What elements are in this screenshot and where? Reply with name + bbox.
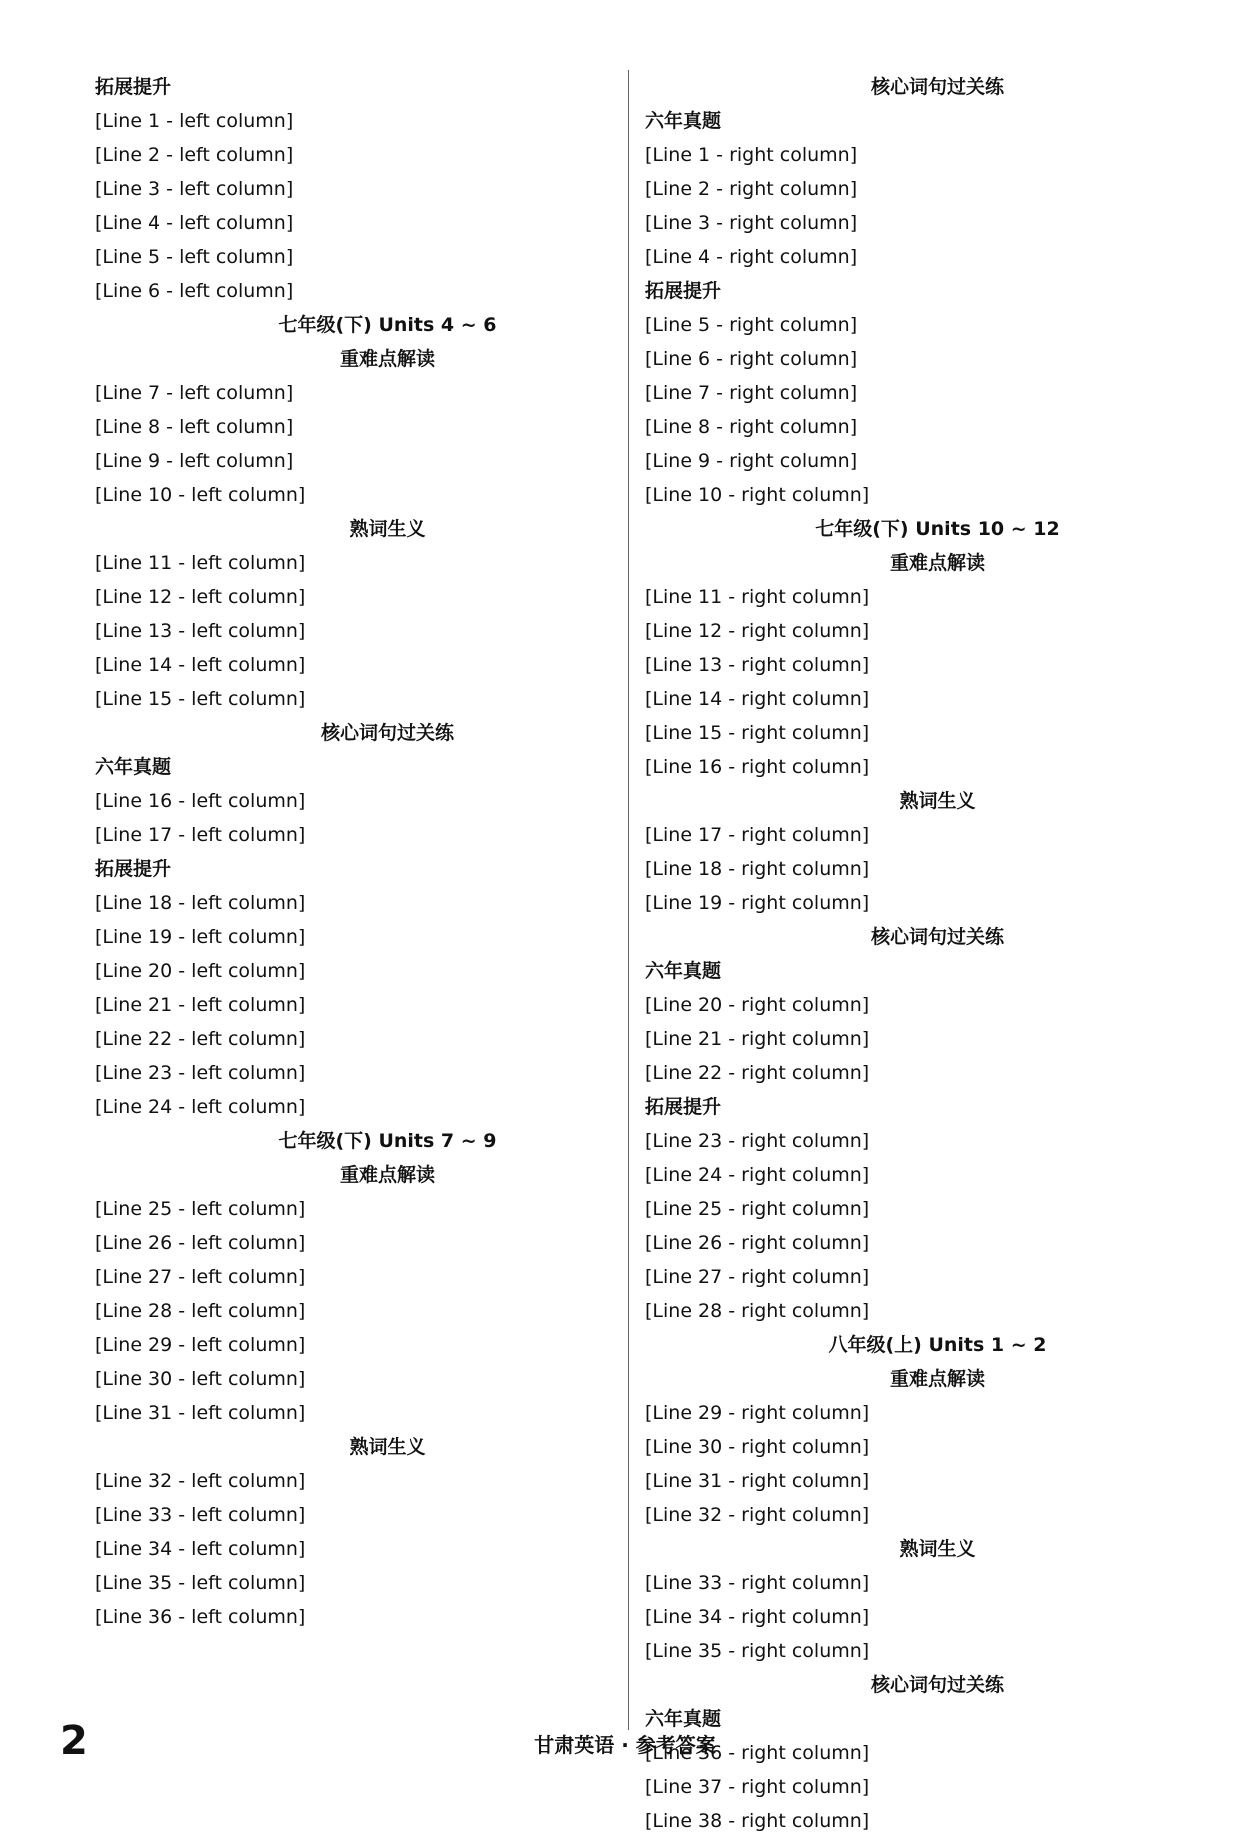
subsection-label: 六年真题 bbox=[95, 756, 172, 778]
answer-line: [Line 17 - left column] bbox=[95, 824, 306, 846]
answer-line: [Line 16 - left column] bbox=[95, 790, 306, 812]
answer-line: [Line 2 - right column] bbox=[645, 178, 858, 200]
answer-line: [Line 1 - left column] bbox=[95, 110, 294, 132]
answer-line: [Line 35 - right column] bbox=[645, 1640, 870, 1662]
answer-line: [Line 27 - right column] bbox=[645, 1266, 870, 1288]
answer-line: [Line 30 - right column] bbox=[645, 1436, 870, 1458]
answer-line: [Line 29 - left column] bbox=[95, 1334, 306, 1356]
answer-line: [Line 19 - right column] bbox=[645, 892, 870, 914]
answer-line: [Line 14 - left column] bbox=[95, 654, 306, 676]
answer-line: [Line 10 - right column] bbox=[645, 484, 870, 506]
answer-line: [Line 25 - left column] bbox=[95, 1198, 306, 1220]
answer-line: [Line 26 - right column] bbox=[645, 1232, 870, 1254]
answer-line: [Line 24 - right column] bbox=[645, 1164, 870, 1186]
section-heading: 七年级(下) Units 4 ~ 6 bbox=[278, 314, 497, 336]
answer-line: [Line 15 - right column] bbox=[645, 722, 870, 744]
answer-line: [Line 31 - left column] bbox=[95, 1402, 306, 1424]
section-heading: 熟词生义 bbox=[349, 1436, 426, 1458]
answer-line: [Line 26 - left column] bbox=[95, 1232, 306, 1254]
answer-line: [Line 37 - right column] bbox=[645, 1776, 870, 1798]
answer-line: [Line 18 - right column] bbox=[645, 858, 870, 880]
answer-line: [Line 3 - left column] bbox=[95, 178, 294, 200]
footer-subject: 甘肃英语 · 参考答案 bbox=[534, 1733, 716, 1757]
answer-line: [Line 29 - right column] bbox=[645, 1402, 870, 1424]
answer-line: [Line 8 - left column] bbox=[95, 416, 294, 438]
answer-line: [Line 12 - right column] bbox=[645, 620, 870, 642]
subsection-label: 六年真题 bbox=[645, 1708, 722, 1730]
answer-line: [Line 33 - left column] bbox=[95, 1504, 306, 1526]
section-heading: 重难点解读 bbox=[339, 348, 435, 370]
answer-line: [Line 38 - right column] bbox=[645, 1810, 870, 1832]
answer-line: [Line 22 - right column] bbox=[645, 1062, 870, 1084]
answer-line: [Line 6 - left column] bbox=[95, 280, 294, 302]
answer-line: [Line 36 - left column] bbox=[95, 1606, 306, 1628]
answer-line: [Line 31 - right column] bbox=[645, 1470, 870, 1492]
answer-line: [Line 20 - left column] bbox=[95, 960, 306, 982]
answer-line: [Line 18 - left column] bbox=[95, 892, 306, 914]
section-heading: 七年级(下) Units 10 ~ 12 bbox=[815, 518, 1060, 540]
answer-line: [Line 28 - right column] bbox=[645, 1300, 870, 1322]
answer-line: [Line 15 - left column] bbox=[95, 688, 306, 710]
answer-line: [Line 3 - right column] bbox=[645, 212, 858, 234]
answer-line: [Line 11 - right column] bbox=[645, 586, 870, 608]
answer-line: [Line 16 - right column] bbox=[645, 756, 870, 778]
section-heading: 核心词句过关练 bbox=[870, 76, 1004, 98]
section-heading: 核心词句过关练 bbox=[320, 722, 454, 744]
answer-line: [Line 10 - left column] bbox=[95, 484, 306, 506]
answer-line: [Line 13 - left column] bbox=[95, 620, 306, 642]
subsection-label: 拓展提升 bbox=[645, 1096, 722, 1118]
subsection-label: 六年真题 bbox=[645, 110, 722, 132]
answer-line: [Line 32 - left column] bbox=[95, 1470, 306, 1492]
answer-line: [Line 27 - left column] bbox=[95, 1266, 306, 1288]
section-heading: 重难点解读 bbox=[339, 1164, 435, 1186]
section-heading: 熟词生义 bbox=[349, 518, 426, 540]
answer-line: [Line 13 - right column] bbox=[645, 654, 870, 676]
answer-line: [Line 8 - right column] bbox=[645, 416, 858, 438]
subsection-label: 拓展提升 bbox=[645, 280, 722, 302]
answer-line: [Line 17 - right column] bbox=[645, 824, 870, 846]
right-column bbox=[645, 70, 1230, 1838]
answer-line: [Line 4 - left column] bbox=[95, 212, 294, 234]
left-column bbox=[95, 70, 680, 1634]
answer-line: [Line 12 - left column] bbox=[95, 586, 306, 608]
answer-line: [Line 30 - left column] bbox=[95, 1368, 306, 1390]
section-heading: 熟词生义 bbox=[899, 1538, 976, 1560]
answer-line: [Line 11 - left column] bbox=[95, 552, 306, 574]
answer-line: [Line 2 - left column] bbox=[95, 144, 294, 166]
answer-line: [Line 22 - left column] bbox=[95, 1028, 306, 1050]
answer-line: [Line 5 - left column] bbox=[95, 246, 294, 268]
answer-line: [Line 9 - right column] bbox=[645, 450, 858, 472]
section-heading: 核心词句过关练 bbox=[870, 926, 1004, 948]
answer-line: [Line 35 - left column] bbox=[95, 1572, 306, 1594]
subsection-label: 拓展提升 bbox=[95, 858, 172, 880]
answer-line: [Line 36 - right column] bbox=[645, 1742, 870, 1764]
section-heading: 八年级(上) Units 1 ~ 2 bbox=[828, 1334, 1047, 1356]
subsection-label: 六年真题 bbox=[645, 960, 722, 982]
answer-line: [Line 9 - left column] bbox=[95, 450, 294, 472]
answer-line: [Line 6 - right column] bbox=[645, 348, 858, 370]
answer-line: [Line 34 - left column] bbox=[95, 1538, 306, 1560]
answer-line: [Line 33 - right column] bbox=[645, 1572, 870, 1594]
answer-line: [Line 4 - right column] bbox=[645, 246, 858, 268]
answer-line: [Line 32 - right column] bbox=[645, 1504, 870, 1526]
answer-line: [Line 28 - left column] bbox=[95, 1300, 306, 1322]
answer-line: [Line 7 - left column] bbox=[95, 382, 294, 404]
answer-line: [Line 24 - left column] bbox=[95, 1096, 306, 1118]
section-heading: 核心词句过关练 bbox=[870, 1674, 1004, 1696]
section-heading: 七年级(下) Units 7 ~ 9 bbox=[278, 1130, 497, 1152]
section-heading: 重难点解读 bbox=[889, 1368, 985, 1390]
answer-line: [Line 20 - right column] bbox=[645, 994, 870, 1016]
section-heading: 重难点解读 bbox=[889, 552, 985, 574]
answer-line: [Line 23 - right column] bbox=[645, 1130, 870, 1152]
section-heading: 熟词生义 bbox=[899, 790, 976, 812]
answer-line: [Line 14 - right column] bbox=[645, 688, 870, 710]
answer-line: [Line 21 - right column] bbox=[645, 1028, 870, 1050]
answer-line: [Line 1 - right column] bbox=[645, 144, 858, 166]
answer-line: [Line 34 - right column] bbox=[645, 1606, 870, 1628]
answer-line: [Line 5 - right column] bbox=[645, 314, 858, 336]
answer-line: [Line 23 - left column] bbox=[95, 1062, 306, 1084]
subsection-label: 拓展提升 bbox=[95, 76, 172, 98]
answer-line: [Line 19 - left column] bbox=[95, 926, 306, 948]
column-divider bbox=[628, 70, 629, 1730]
page-number: 2 bbox=[60, 1718, 88, 1764]
answer-line: [Line 7 - right column] bbox=[645, 382, 858, 404]
answer-line: [Line 21 - left column] bbox=[95, 994, 306, 1016]
answer-line: [Line 25 - right column] bbox=[645, 1198, 870, 1220]
